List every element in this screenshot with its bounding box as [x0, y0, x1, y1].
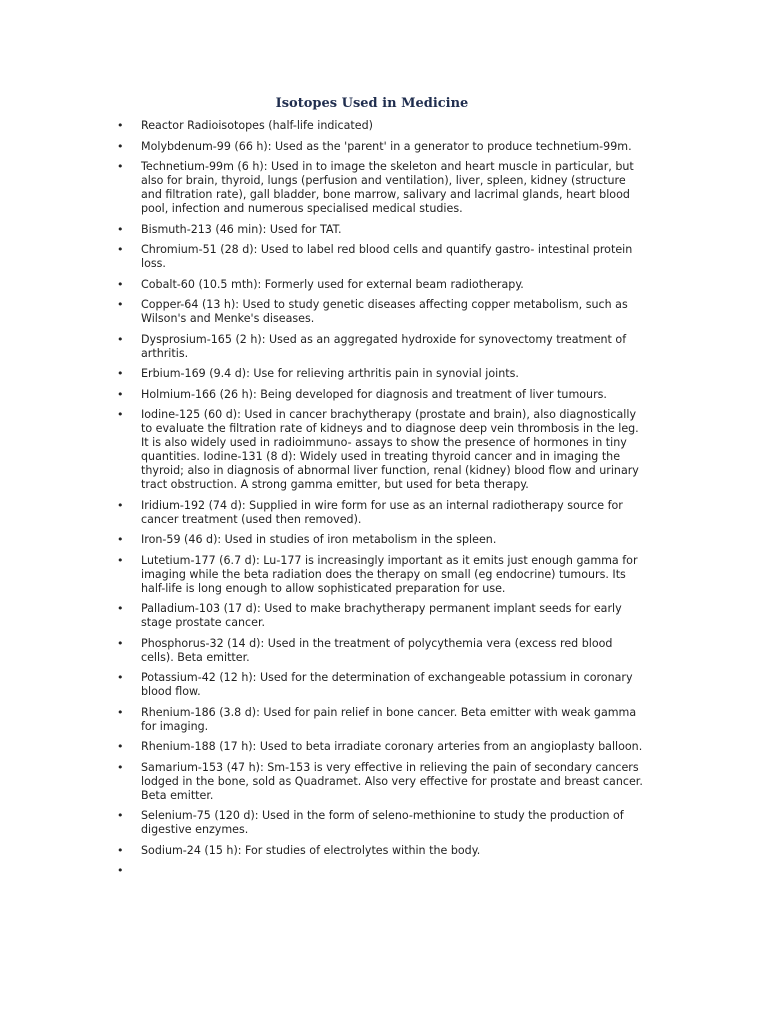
list-item-text: Dysprosium-165 (2 h): Used as an aggregated hydroxide for synovectomy treatment of arthritis.	[141, 332, 627, 360]
bullet-icon: •	[117, 602, 124, 615]
list-item-text: Selenium-75 (120 d): Used in the form of seleno-methionine to study the production of digestive enzymes.	[141, 809, 624, 836]
list-item-text: Phosphorus-32 (14 d): Used in the treatment of polycythemia vera (excess red blood cells). Beta emitter.	[141, 636, 613, 664]
bullet-icon: •	[117, 636, 124, 650]
list-item-text: Iodine-125 (60 d): Used in cancer brachytherapy (prostate and brain), also diagnostically to evaluate the filtration rate of kidneys and to diagnose deep vein thrombosis in the leg. It is also widely used in radioimmuno- assays to show the presence of hormones in tiny quantities. Iodine-131 (8 d): Widely used in treating thyroid cancer and in imaging the thyroid; also in diagnosis of abnormal liver function, renal (kidney) blood flow and urinary tract obstruction. A strong gamma emitter, but used for beta therapy.	[141, 408, 639, 491]
list-item-text: Iridium-192 (74 d): Supplied in wire form for use as an internal radiotherapy source for cancer treatment (used then removed).	[141, 498, 623, 526]
list-item-text: Technetium-99m (6 h): Used in to image the skeleton and heart muscle in particular, but also for brain, thyroid, lungs (perfusion and ventilation), liver, spleen, kidney (structure and filtration rate), gall bladder, bone marrow, salivary and lacrimal glands, heart blood pool, infection and numerous specialised medical studies.	[141, 160, 634, 215]
list-item-text: Holmium-166 (26 h): Being developed for diagnosis and treatment of liver tumours.	[141, 387, 607, 401]
bullet-icon: •	[117, 243, 124, 256]
list-item-text: Copper-64 (13 h): Used to study genetic diseases affecting copper metabolism, such as Wilson's and Menke's diseases.	[141, 298, 628, 325]
list-item	[117, 602, 645, 630]
list-item	[117, 761, 645, 803]
bullet-icon: •	[117, 332, 124, 346]
list-item-text: Erbium-169 (9.4 d): Use for relieving arthritis pain in synovial joints.	[141, 367, 519, 380]
list-item	[117, 278, 645, 292]
list-item	[117, 119, 645, 133]
list-item-text: Chromium-51 (28 d): Used to label red blood cells and quantify gastro- intestinal protein loss.	[141, 243, 633, 270]
list-item-text: Molybdenum-99 (66 h): Used as the 'parent' in a generator to produce technetium-99m.	[141, 139, 632, 153]
bullet-icon: •	[117, 809, 124, 822]
bullet-icon: •	[117, 387, 124, 401]
bullet-icon: •	[117, 160, 124, 173]
bullet-icon: •	[117, 222, 124, 236]
list-item-text: Lutetium-177 (6.7 d): Lu-177 is increasingly important as it emits just enough gamma for imaging while the beta radiation does the therapy on small (eg endocrine) tumours. Its half-life is long enough to allow sophisticated preparation for use.	[141, 553, 638, 595]
bullet-icon: •	[117, 298, 124, 311]
document-title: Isotopes Used in Medicine	[275, 96, 469, 111]
list-item	[117, 408, 645, 492]
bullet-icon: •	[117, 705, 124, 719]
list-item	[117, 554, 645, 596]
list-item	[117, 533, 645, 547]
list-item	[117, 243, 645, 271]
list-item	[117, 706, 645, 734]
list-item	[117, 671, 645, 699]
bullet-icon: •	[117, 367, 124, 380]
list-item	[117, 160, 645, 216]
list-item	[117, 637, 645, 665]
bullet-icon: •	[117, 119, 124, 132]
list-item	[117, 499, 645, 527]
list-item-text: Sodium-24 (15 h): For studies of electrolytes within the body.	[141, 843, 481, 857]
list-item-text: Iron-59 (46 d): Used in studies of iron metabolism in the spleen.	[141, 533, 497, 546]
list-item-text: Palladium-103 (17 d): Used to make brachytherapy permanent implant seeds for early stage prostate cancer.	[141, 602, 622, 629]
list-item-text: Samarium-153 (47 h): Sm-153 is very effective in relieving the pain of secondary cancers lodged in the bone, sold as Quadramet. Also very effective for prostate and breast cancer. Beta emitter.	[141, 760, 643, 802]
bullet-icon: •	[117, 553, 124, 567]
list-item	[117, 809, 645, 837]
bullet-icon: •	[117, 139, 124, 153]
list-item-text: Cobalt-60 (10.5 mth): Formerly used for external beam radiotherapy.	[141, 277, 524, 291]
bullet-icon: •	[117, 408, 124, 421]
bullet-icon: •	[117, 498, 124, 512]
bullet-icon: •	[117, 671, 124, 684]
list-item-text: Rhenium-188 (17 h): Used to beta irradiate coronary arteries from an angioplasty balloon.	[141, 740, 643, 753]
list-item-text: Bismuth-213 (46 min): Used for TAT.	[141, 222, 342, 236]
list-item	[117, 740, 645, 754]
list-item-text: Potassium-42 (12 h): Used for the determination of exchangeable potassium in coronary blood flow.	[141, 671, 633, 698]
bullet-icon: •	[117, 760, 124, 774]
list-item	[117, 367, 645, 381]
list-item	[117, 388, 645, 402]
list-item	[117, 223, 645, 237]
isotope-list	[117, 119, 645, 877]
bullet-icon: •	[117, 843, 124, 857]
bullet-icon: •	[117, 533, 124, 546]
bullet-icon: •	[117, 864, 124, 877]
bullet-icon: •	[117, 277, 124, 291]
list-item-text: Reactor Radioisotopes (half-life indicated)	[141, 119, 373, 132]
list-item-text: Rhenium-186 (3.8 d): Used for pain relief in bone cancer. Beta emitter with weak gamma for imaging.	[141, 705, 637, 733]
bullet-icon: •	[117, 740, 124, 753]
list-item	[117, 333, 645, 361]
list-item	[117, 140, 645, 154]
list-item	[117, 298, 645, 326]
list-item	[117, 844, 645, 858]
